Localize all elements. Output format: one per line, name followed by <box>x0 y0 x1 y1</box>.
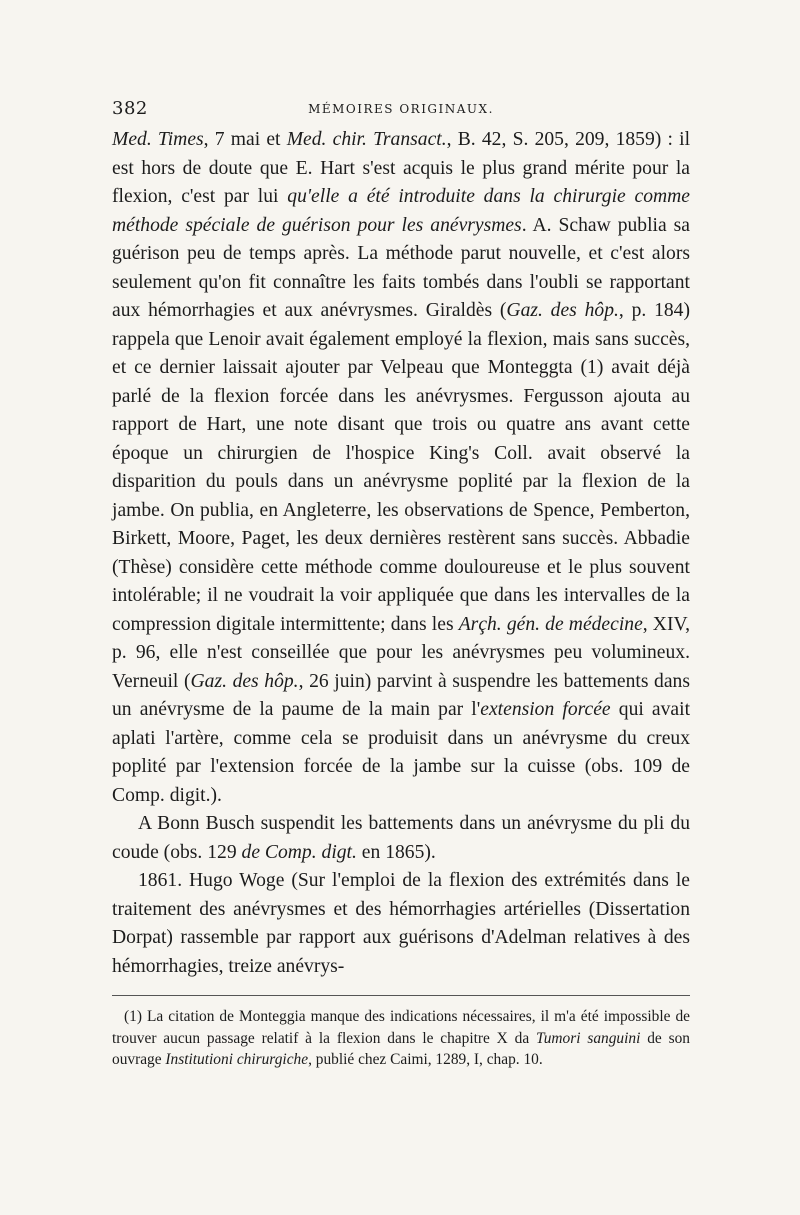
footnote-1: (1) La citation de Monteggia manque des indications nécessaires, il m'a été impossible de trouver aucun passage relatif à la flexion dans le chapitre X da Tumori sanguini de son ouvrage Institutioni chirurgiche, publié chez Caimi, 1289, I, chap. 10. <box>112 1008 690 1068</box>
emphasis-extension-forcee: extension forcée <box>480 699 611 720</box>
page-header <box>112 98 690 124</box>
paragraph-1: Med. Times, 7 mai et Med. chir. Transact., B. 42, S. 205, 209, 1859) : il est hors de doute que E. Hart s'est acquis le plus grand mérite pour la flexion, c'est par lui qu'elle a été introduite dans la chirurgie comme méthode spéciale de guérison pour les anévrysmes. A. Schaw publia sa guérison peu de temps après. La méthode parut nouvelle, et c'est alors seulement qu'on fit connaître les faits tombés dans l'oubli se rapportant aux hémorrhagies et aux anévrysmes. Giraldès (Gaz. des hôp., p. 184) rappela que Lenoir avait également employé la flexion, mais sans succès, et ce dernier laissait ajouter par Velpeau que Monteggta (1) avait déjà parlé de la flexion forcée dans les anévrysmes. Fergusson ajouta au rapport de Hart, une note disant que trois ou quatre ans avant cette époque un chirurgien de l'hospice King's Coll. avait observé la disparition du pouls dans un anévrysme poplité par la flexion de la jambe. On publia, en Angleterre, les observations de Spence, Pemberton, Birkett, Moore, Paget, les deux dernières restèrent sans succès. Abbadie (Thèse) considère cette méthode comme douloureuse et le plus souvent intolérable; il ne voudrait la voir appliquée que dans les intervalles de la compression digitale intermittente; dans les Arçh. gén. de médecine, XIV, p. 96, elle n'est conseillée que pour les anévrysmes peu volumineux. Verneuil (Gaz. des hôp., 26 juin) parvint à suspendre les battements dans un anévrysme de la paume de la main par l'extension forcée qui avait aplati l'artère, comme cela se produisit dans un anévrysme du creux poplité par l'extension forcée de la jambe sur la cuisse (obs. 109 de Comp. digit.). <box>112 129 691 806</box>
footnotes <box>112 1006 690 1071</box>
footnote-tumori-sanguini: Tumori sanguini <box>536 1029 641 1047</box>
page-number: 382 <box>112 98 148 119</box>
citation-med-chir-transact: Med. chir. Transact. <box>286 129 447 150</box>
footnote-institutioni: Institutioni chirurgiche <box>165 1051 309 1068</box>
citation-med-times: Med. Times <box>112 129 204 150</box>
page <box>112 98 690 1071</box>
paragraph-2: A Bonn Busch suspendit les battements dans un anévrysme du pli du coude (obs. 129 de Comp. digt. en 1865). <box>112 813 690 863</box>
paragraph-3: 1861. Hugo Woge (Sur l'emploi de la flexion des extrémités dans le traitement des anévrysmes et des hémorrhagies artérielles (Dissertation Dorpat) rassemble par rapport aux guérisons d'Adelman relatives à des hémorrhagies, treize anévrys- <box>112 870 690 977</box>
citation-comp-digt: de Comp. digt. <box>241 841 357 863</box>
citation-gaz-hop: Gaz. des hôp. <box>506 300 619 321</box>
citation-gaz-hop-2: Gaz. des hôp. <box>190 670 299 692</box>
running-title: MÉMOIRES ORIGINAUX. <box>308 102 494 116</box>
citation-arch-gen: Arçh. gén. de médecine <box>458 613 643 635</box>
emphasis-quote: qu'elle a été introduite dans la chirurgie comme méthode spéciale de guérison pour les anévrysmes <box>112 186 690 236</box>
body-text <box>112 126 690 981</box>
footnote-rule <box>112 995 690 996</box>
